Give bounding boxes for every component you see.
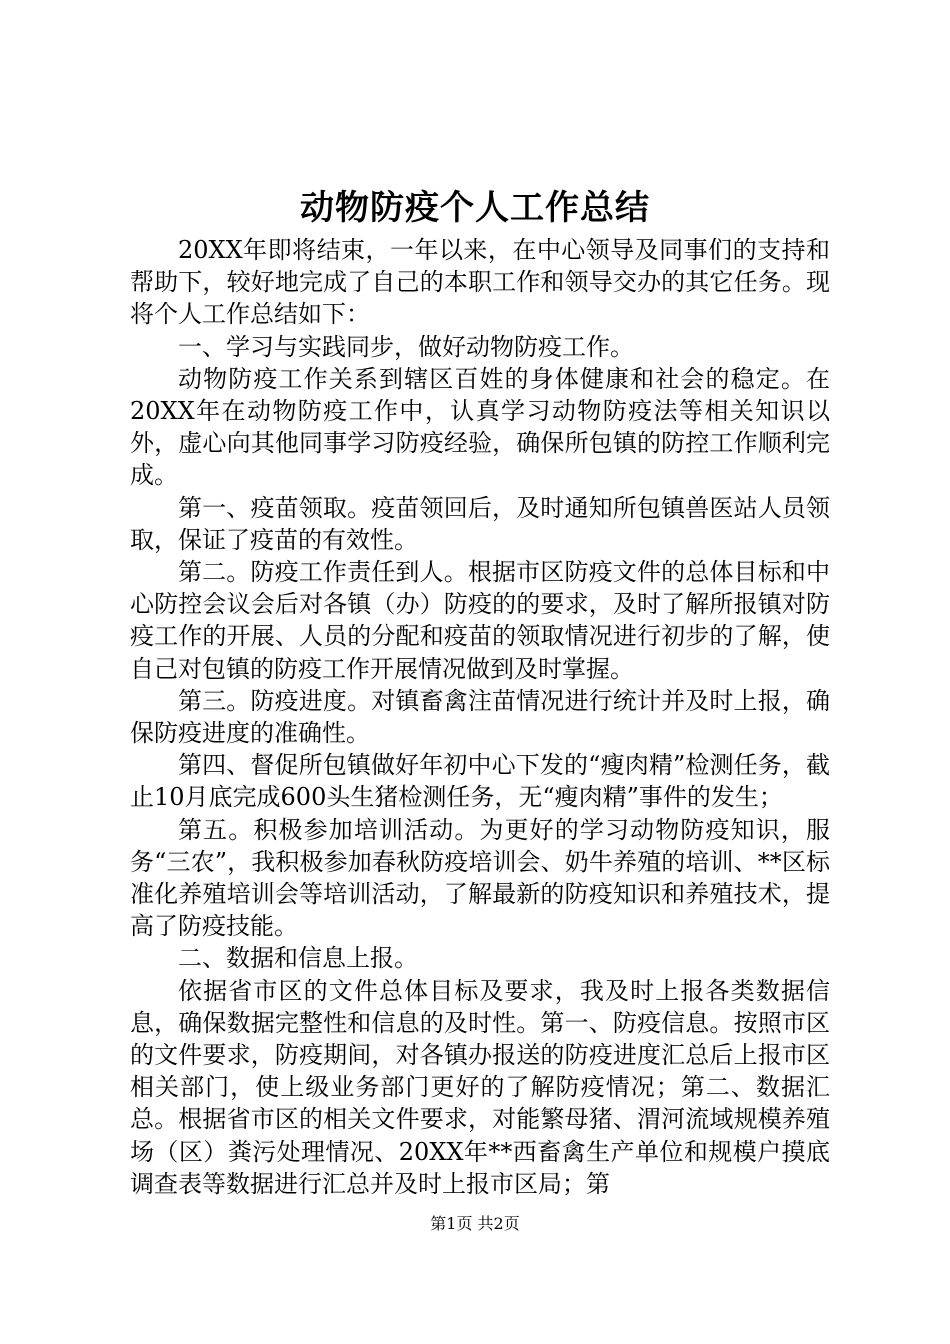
body-paragraph: 20XX年即将结束，一年以来，在中心领导及同事们的支持和帮助下，较好地完成了自己的本职工作和领导交办的其它任务。现将个人工作总结如下： [130, 236, 830, 329]
body-paragraph: 第五。积极参加培训活动。为更好的学习动物防疫知识，服务“三农”，我积极参加春秋防疫培训会、奶牛养殖的培训、**区标准化养殖培训会等培训活动，了解最新的防疫知识和养殖技术，提高了防疫技能。 [130, 815, 830, 941]
section-heading: 二、数据和信息上报。 [178, 944, 418, 973]
body-paragraph: 依据省市区的文件总体目标及要求，我及时上报各类数据信息，确保数据完整性和信息的及时性。第一、防疫信息。按照市区的文件要求，防疫期间，对各镇办报送的防疫进度汇总后上报市区相关部门，使上级业务部门更好的了解防疫情况；第二、数据汇总。根据省市区的相关文件要求，对能繁母猪、渭河流域规模养殖场（区）粪污处理情况、20XX年**西畜禽生产单位和规模户摸底调查表等数据进行汇总并及时上报市区局；第 [130, 976, 830, 1198]
document-title: 动物防疫个人工作总结 [300, 188, 650, 228]
page-number-footer: 第1页 共2页 [430, 1214, 520, 1233]
section-heading: 一、学习与实践同步，做好动物防疫工作。 [178, 332, 634, 361]
body-paragraph: 第四、督促所包镇做好年初中心下发的“瘦肉精”检测任务，截止10月底完成600头生猪检测任务，无“瘦肉精”事件的发生； [130, 751, 830, 812]
body-paragraph: 动物防疫工作关系到辖区百姓的身体健康和社会的稳定。在20XX年在动物防疫工作中，认真学习动物防疫法等相关知识以外，虚心向其他同事学习防疫经验，确保所包镇的防控工作顺利完成。 [130, 364, 830, 490]
body-paragraph: 第一、疫苗领取。疫苗领回后，及时通知所包镇兽医站人员领取，保证了疫苗的有效性。 [130, 493, 830, 554]
document-body [130, 234, 830, 1200]
body-paragraph: 第三。防疫进度。对镇畜禽注苗情况进行统计并及时上报，确保防疫进度的准确性。 [130, 686, 830, 748]
body-paragraph: 第二。防疫工作责任到人。根据市区防疫文件的总体目标和中心防控会议会后对各镇（办）防疫的的要求，及时了解所报镇对防疫工作的开展、人员的分配和疫苗的领取情况进行初步的了解，使自己对包镇的防疫工作开展情况做到及时掌握。 [130, 558, 830, 683]
